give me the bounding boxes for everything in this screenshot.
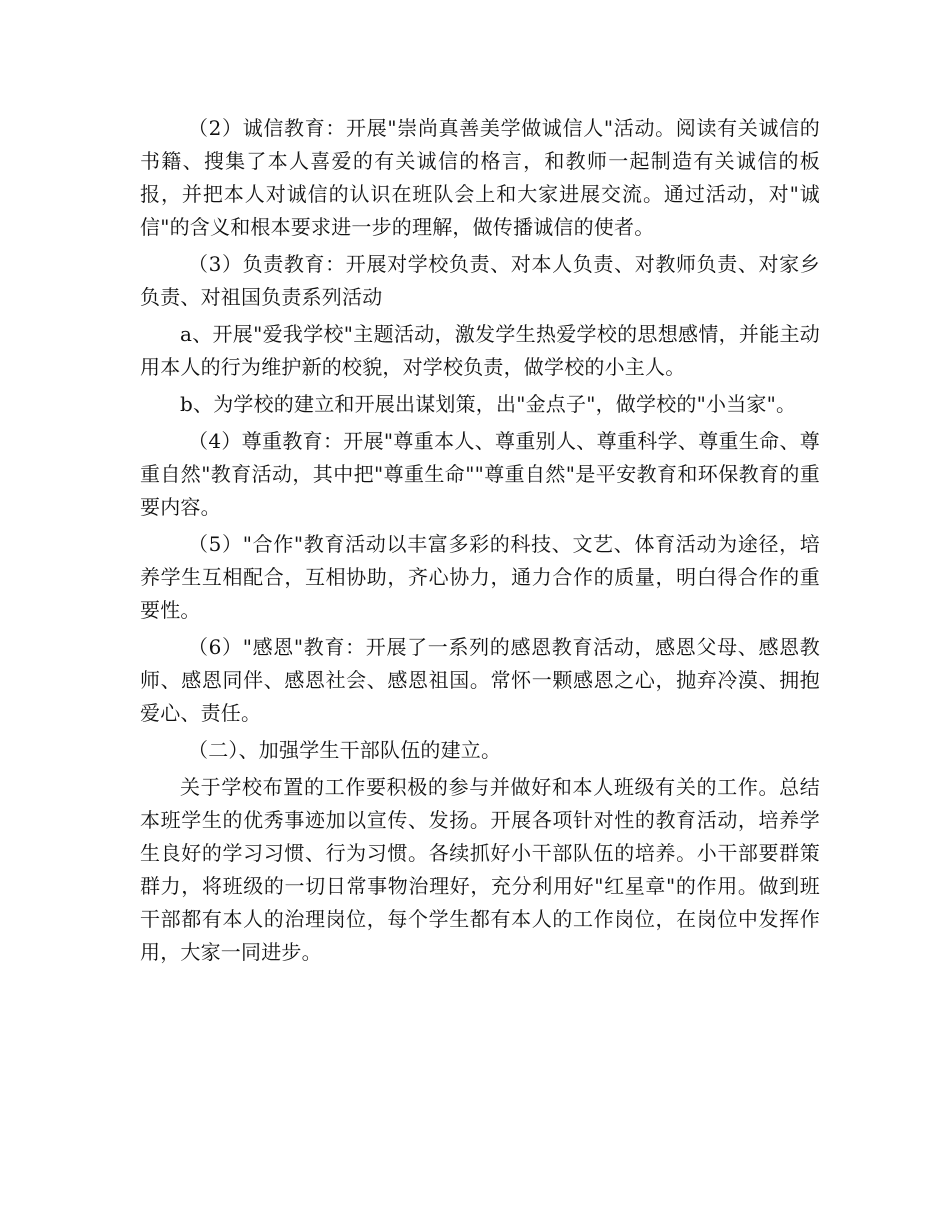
paragraph-golden-ideas: b、为学校的建立和开展出谋划策，出"金点子"，做学校的"小当家"。 [180, 392, 797, 416]
paragraph-respect-education: （4）尊重教育：开展"尊重本人、尊重别人、尊重科学、尊重生命、尊重自然"教育活动，其中把"尊重生命""尊重自然"是平安教育和环保教育的重要内容。 [140, 429, 820, 519]
paragraph-love-school: a、开展"爱我学校"主题活动，激发学生热爱学校的思想感情，并能主动用本人的行为维护新的校貌，对学校负责，做学校的小主人。 [140, 322, 820, 379]
paragraph-cooperation-education: （5）"合作"教育活动以丰富多彩的科技、文艺、体育活动为途径，培养学生互相配合，互相协助，齐心协力，通力合作的质量，明白得合作的重要性。 [140, 532, 820, 622]
paragraph-integrity-education: （2）诚信教育：开展"崇尚真善美学做诚信人"活动。阅读有关诚信的书籍、搜集了本人喜爱的有关诚信的格言，和教师一起制造有关诚信的板报，并把本人对诚信的认识在班队会上和大家进展交流。通过活动，对"诚信"的含义和根本要求进一步的理解，做传播诚信的使者。 [140, 116, 820, 239]
paragraph-gratitude-education: （6）"感恩"教育：开展了一系列的感恩教育活动，感恩父母、感恩教师、感恩同伴、感恩社会、感恩祖国。常怀一颗感恩之心，抛弃冷漠、拥抱爱心、责任。 [140, 635, 820, 725]
paragraph-student-leaders: 关于学校布置的工作要积极的参与并做好和本人班级有关的工作。总结本班学生的优秀事迹加以宣传、发扬。开展各项针对性的教育活动，培养学生良好的学习习惯、行为习惯。各续抓好小干部队伍的培养。小干部要群策群力，将班级的一切日常事物治理好，充分利用好"红星章"的作用。做到班干部都有本人的治理岗位，每个学生都有本人的工作岗位，在岗位中发挥作用，大家一同进步。 [140, 775, 820, 964]
paragraph-section-heading: （二）、加强学生干部队伍的建立。 [188, 738, 502, 762]
document-body [140, 112, 820, 973]
paragraph-responsibility-education: （3）负责教育：开展对学校负责、对本人负责、对教师负责、对家乡负责、对祖国负责系列活动 [140, 252, 820, 309]
